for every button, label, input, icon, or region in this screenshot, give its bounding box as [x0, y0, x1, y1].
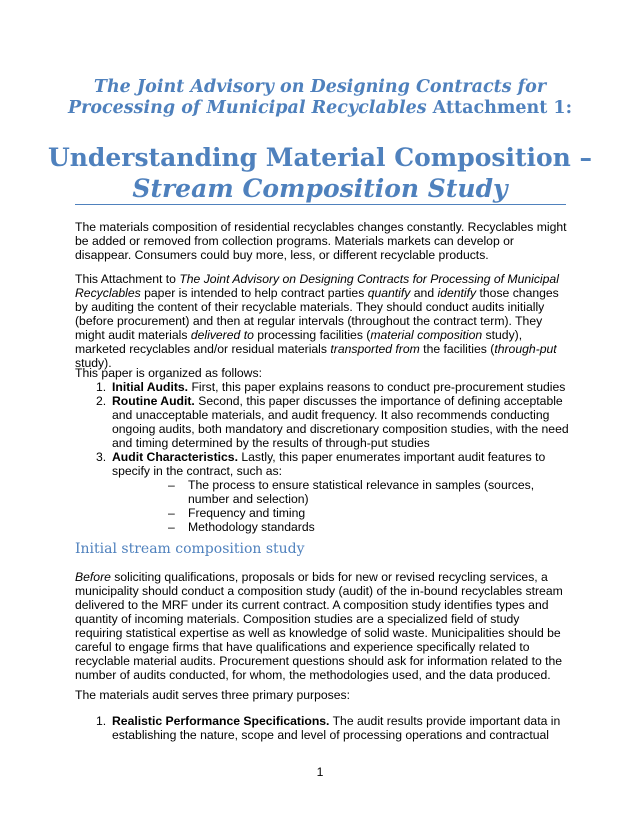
purposes-list	[75, 714, 570, 742]
section-paragraph-2: The materials audit serves three primary purposes:	[75, 688, 351, 702]
outline-item: 1. Initial Audits. First, this paper explains reasons to conduct pre-procurement studies	[96, 380, 566, 394]
title-line-1: Understanding Material Composition –	[47, 143, 593, 172]
purpose-item: 1. Realistic Performance Specifications. The audit results provide important data in establishing the nature, scope and level of processing operations and contractual	[96, 714, 561, 742]
page-number: 1	[316, 765, 324, 779]
header-line-2-italic: Processing of Municipal Recyclables	[67, 98, 427, 118]
feature-item: – Methodology standards	[168, 520, 315, 534]
page-title	[40, 142, 600, 204]
section-paragraph-1: Before soliciting qualifications, proposals or bids for new or revised recycling services, a municipality should conduct a composition study (audit) of the in-bound recyclables stream delivered to the MRF under its current contract. A composition study identifies types and quantity of incoming materials. Composition studies are a specialized field of study requiring statistical expertise as well as knowledge of solid waste. Municipalities should be careful to engage firms that have qualifications and experience specifically related to recyclable material audits. Procurement questions should ask for information related to the number of audits conducted, for whom, the methodologies used, and the data produced.	[75, 570, 563, 682]
outline-item: 3. Audit Characteristics. Lastly, this paper enumerates important audit features to specify in the contract, such as: – The process to ensure statistical relevance in samples (sources, number and selection) – Frequency and timing – Methodology standards	[75, 450, 570, 534]
features-list	[112, 478, 570, 534]
header-line-2-rest: Attachment 1:	[426, 98, 573, 118]
title-divider	[75, 204, 566, 205]
document-header	[40, 77, 600, 119]
intro-paragraph-1: The materials composition of residential recyclables changes constantly. Recyclables might be added or removed from collection programs. Materials markets can develop or disappear. Consumers could buy more, less, or different recyclable products.	[75, 220, 567, 262]
header-line-1: The Joint Advisory on Designing Contracts for	[93, 77, 547, 97]
feature-item: – The process to ensure statistical relevance in samples (sources, number and selection)	[168, 478, 535, 506]
section-heading: Initial stream composition study	[75, 541, 305, 557]
intro-paragraph-3: This paper is organized as follows:	[75, 366, 262, 380]
intro-paragraph-2: This Attachment to The Joint Advisory on Designing Contracts for Processing of Municipal Recyclables paper is intended to help contract parties quantify and identify those changes by auditing the content of their recyclable materials. They should conduct audits initially (before procurement) and then at regular intervals (throughout the contract term). They might audit materials delivered to processing facilities (material composition study), marketed recyclables and/or residual materials transported from the facilities (through-put study).	[75, 272, 559, 370]
outline-list	[75, 380, 570, 534]
feature-item: – Frequency and timing	[168, 506, 306, 520]
title-line-2: Stream Composition Study	[132, 174, 508, 203]
outline-item: 2. Routine Audit. Second, this paper discusses the importance of defining acceptable and unacceptable materials, and audit frequency. It also recommends conducting ongoing audits, both mandatory and discretionary composition studies, with the need and timing determined by the results of through-put studies	[96, 394, 569, 450]
